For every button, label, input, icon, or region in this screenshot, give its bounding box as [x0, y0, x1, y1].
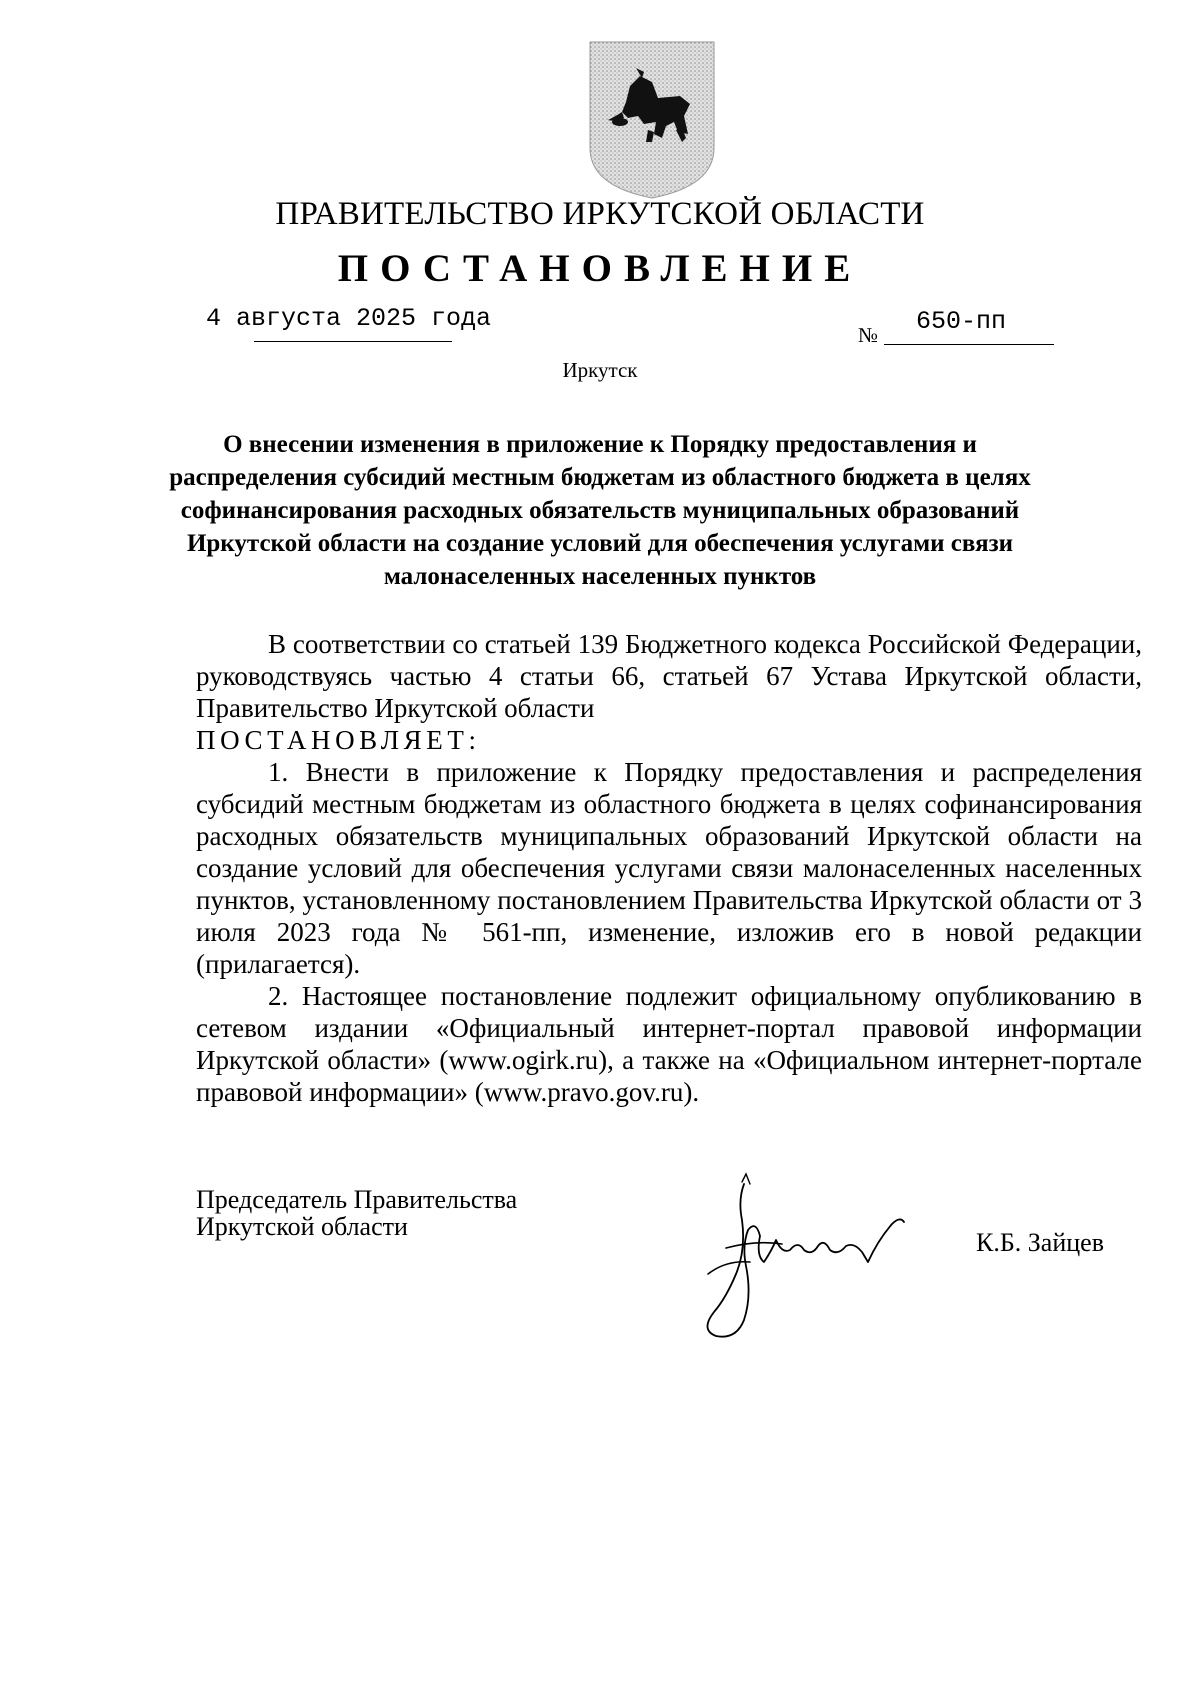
- number-underline: [884, 344, 1054, 345]
- document-subject: О внесении изменения в приложение к Порядку предоставления и распределения субсидий местным бюджетам из областного бюджета в целях софинансирования расходных обязательств муниципальных образований Иркутской области на создание условий для обеспечения услугами связи малонаселенных населенных пунктов: [169, 431, 1031, 590]
- decree-word: ПОСТАНОВЛЯЕТ:: [196, 725, 481, 755]
- preamble-paragraph: В соответствии со статьей 139 Бюджетного кодекса Российской Федерации, руководствуясь частью 4 статьи 66, статьей 67 Устава Иркутской области, Правительство Иркутской области: [196, 629, 1142, 723]
- handwritten-signature-icon: [686, 1170, 936, 1340]
- signatory-position-line-2: Иркутской области: [196, 1212, 408, 1241]
- signatory-position: [196, 1186, 517, 1240]
- coat-of-arms-icon: [586, 38, 718, 200]
- item-paragraph-2: 2. Настоящее постановление подлежит официальному опубликованию в сетевом издании «Официальный интернет-портал правовой информации Иркутской области» (www.ogirk.ru), а также на «Официальном интернет-портале правовой информации» (www.pravo.gov.ru).: [196, 981, 1142, 1107]
- signatory-position-line-1: Председатель Правительства: [196, 1185, 518, 1214]
- item-paragraph-1: 1. Внести в приложение к Порядку предоставления и распределения субсидий местным бюджетам из областного бюджета в целях софинансирования расходных обязательств муниципальных образований Иркутской области на создание условий для обеспечения услугами связи малонаселенных населенных пунктов, установленному постановлением Правительства Иркутской области от 3 июля 2023 года № 561-пп, изменение, изложив его в новой редакции (прилагается).: [196, 757, 1142, 979]
- document-date: 4 августа 2025 года: [206, 304, 492, 333]
- document-city: Иркутск: [562, 358, 638, 382]
- document-number: 650-пп: [916, 307, 1007, 336]
- date-underline: [254, 341, 452, 342]
- document-body: [196, 628, 1142, 1108]
- signatory-name: К.Б. Зайцев: [976, 1228, 1104, 1257]
- number-sign: №: [858, 323, 879, 347]
- document-type-title: ПОСТАНОВЛЕНИЕ: [337, 247, 863, 290]
- government-title: ПРАВИТЕЛЬСТВО ИРКУТСКОЙ ОБЛАСТИ: [275, 196, 925, 232]
